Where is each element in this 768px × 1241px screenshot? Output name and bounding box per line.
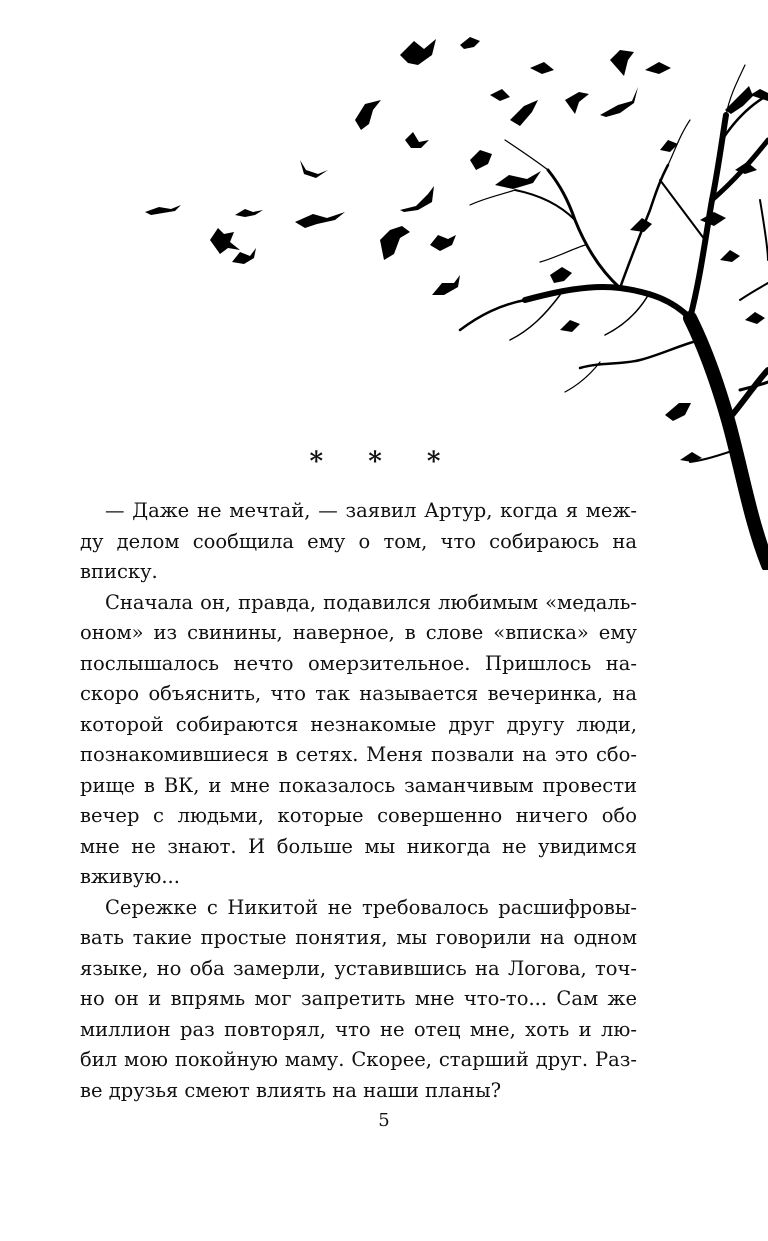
text-line: ве друзья смеют влиять на наши планы?: [80, 1078, 502, 1102]
text-line: — Даже не мечтай, — заявил Артур, когда я меж-: [105, 499, 637, 522]
text-line: бил мою покойную маму. Скорее, старший друг. Раз-: [80, 1048, 637, 1071]
tree-with-birds-illustration: [0, 0, 768, 570]
text-line: скоро объяснить, что так называется вечеринка, на: [80, 682, 637, 705]
text-line: вать такие простые понятия, мы говорили на одном: [80, 926, 637, 949]
birds-icon: [145, 37, 768, 462]
text-line: ду делом сообщила ему о том, что собираюсь на: [80, 529, 637, 553]
text-line: вечер с людьми, которые совершенно ничего обо: [80, 804, 637, 827]
text-line: вписку.: [80, 560, 158, 583]
text-line: Сережке с Никитой не требовалось расшифровы-: [105, 895, 637, 919]
text-line: рище в ВК, и мне показалось заманчивым провести: [80, 773, 637, 797]
text-line: которой собираются незнакомые друг другу люди,: [80, 712, 637, 736]
text-line: Сначала он, правда, подавился любимым «медаль-: [105, 590, 637, 614]
tree-icon: [460, 65, 768, 565]
text-line: мне не знают. И больше мы никогда не увидимся: [80, 834, 637, 858]
page-number: 5: [378, 1110, 390, 1131]
paragraph: [80, 588, 637, 893]
body-text: [80, 496, 637, 1106]
text-line: познакомившиеся в сетях. Меня позвали на это сбо-: [80, 743, 637, 766]
text-line: миллион раз повторял, что не отец мне, хоть и лю-: [80, 1017, 637, 1041]
text-line: оном» из свинины, наверное, в слове «вписка» ему: [80, 621, 637, 644]
text-line: послышалось нечто омерзительное. Пришлось на-: [80, 651, 637, 675]
text-line: но он и впрямь мог запретить мне что-то... Сам же: [80, 987, 637, 1010]
text-line: вживую...: [80, 865, 180, 888]
section-divider: * * *: [309, 447, 459, 477]
paragraph: [80, 893, 637, 1107]
paragraph: [80, 496, 637, 588]
text-line: языке, но оба замерли, уставившись на Логова, точ-: [80, 956, 637, 980]
